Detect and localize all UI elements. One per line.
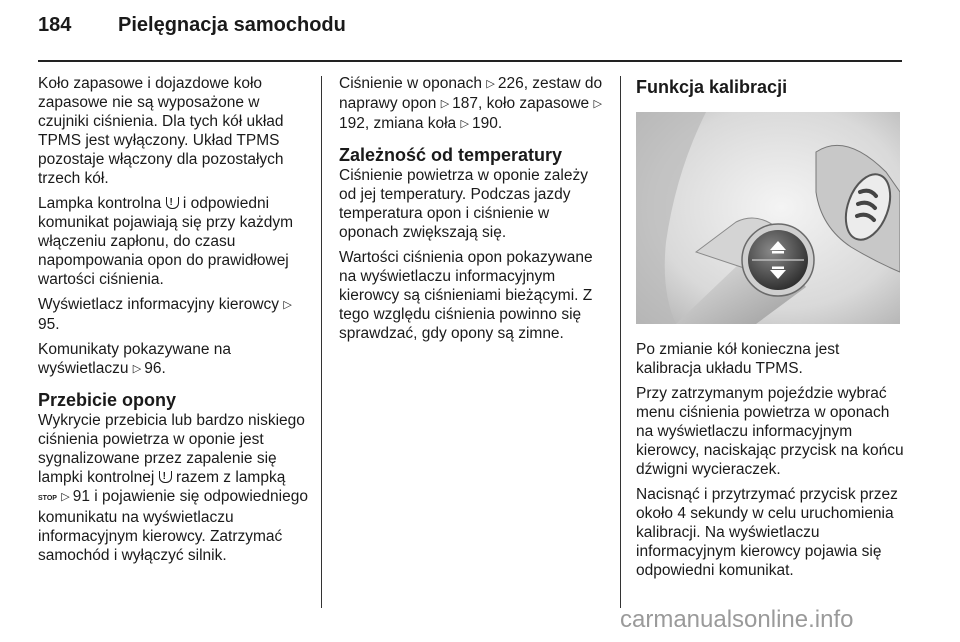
heading-temperature: Zależność od temperatury xyxy=(339,145,563,165)
reference-arrow-icon: ▷ xyxy=(593,98,602,110)
paragraph-driver-info-display xyxy=(38,295,308,334)
tpms-warning-lamp-icon xyxy=(159,471,172,483)
reference-arrow-icon: ▷ xyxy=(61,491,70,503)
paragraph-calibration-required: Po zmianie kół konieczna jest kalibracja układu TPMS. xyxy=(636,341,840,377)
wiper-lever-illustration xyxy=(636,112,900,324)
column-middle xyxy=(339,74,609,349)
page-number: 184 xyxy=(38,14,72,36)
stop-lamp-icon: STOP xyxy=(38,495,57,502)
wiper-lever-button-icon xyxy=(636,112,900,324)
text-fragment: Wyświetlacz informacyjny kierowcy xyxy=(38,296,280,313)
page-reference-link[interactable]: 190. xyxy=(471,115,503,132)
watermark: carmanualsonline.info xyxy=(620,606,854,633)
reference-arrow-icon: ▷ xyxy=(283,299,292,311)
heading-puncture: Przebicie opony xyxy=(38,390,177,410)
text-fragment: Komunikaty pokazywane na wyświetlaczu xyxy=(38,341,232,377)
paragraph-temperature: Ciśnienie powietrza w oponie zależy od jej temperatury. Podczas jazdy temperatura opon i ciśnienie w oponach zwiększają się. xyxy=(339,167,588,241)
heading-calibration: Funkcja kalibracji xyxy=(636,77,788,97)
paragraph-spare-wheel: Koło zapasowe i dojazdowe koło zapasowe nie są wyposażone w czujniki ciśnienia. Dla tych kół układ TPMS jest wyłączony. Układ TPMS pozostaje włączony dla pozostałych trzech kół. xyxy=(38,75,284,187)
reference-arrow-icon: ▷ xyxy=(440,98,450,110)
chapter-title: Pielęgnacja samochodu xyxy=(118,14,346,36)
paragraph-press-hold: Nacisnąć i przytrzymać przycisk przez około 4 sekundy w celu uruchomienia kalibracji. Na wyświetlaczu informacyjnym kierowcy pojawia się odpowiedni komunikat. xyxy=(636,486,898,579)
page-reference-link[interactable]: 226, zestaw do naprawy opon xyxy=(339,75,603,112)
page-reference-link[interactable]: 192, zmiana koła xyxy=(339,115,457,132)
paragraph-control-lamp xyxy=(38,194,308,289)
column-divider xyxy=(620,76,621,608)
column-divider xyxy=(321,76,322,608)
tpms-warning-lamp-icon xyxy=(166,197,179,209)
reference-arrow-icon: ▷ xyxy=(486,78,495,90)
page-reference-link[interactable]: 187, koło zapasowe xyxy=(452,95,590,112)
text-fragment: razem z lampką xyxy=(175,469,286,486)
header-rule xyxy=(38,60,902,62)
paragraph-puncture xyxy=(38,411,308,565)
paragraph-select-menu: Przy zatrzymanym pojeździe wybrać menu ciśnienia powietrza w oponach na wyświetlaczu informacyjnym kierowcy, naciskając przycisk na końcu dźwigni wycieraczek. xyxy=(636,385,904,478)
column-right xyxy=(636,74,904,586)
paragraph-references xyxy=(339,74,609,134)
text-fragment: Ciśnienie w oponach xyxy=(339,75,483,92)
column-left xyxy=(38,74,308,571)
text-fragment: 91 i pojawienie się odpowiedniego komunikatu na wyświetlaczu informacyjnym kierowcy. Zatrzymać samochód i wyłączyć silnik. xyxy=(38,488,308,564)
paragraph-current-pressure: Wartości ciśnienia opon pokazywane na wyświetlaczu informacyjnym kierowcy są ciśnieniami bieżącymi. Z tego względu ciśnienia powinno się sprawdzać, gdy opony są zimne. xyxy=(339,249,593,342)
page-reference-link[interactable]: 95. xyxy=(38,316,60,333)
text-fragment: Wykrycie przebicia lub bardzo niskiego ciśnienia powietrza w oponie jest sygnalizowane przez zapalenie się lampki kontrolnej xyxy=(38,412,305,486)
paragraph-messages xyxy=(38,340,308,379)
text-fragment: Lampka kontrolna xyxy=(38,195,162,212)
reference-arrow-icon: ▷ xyxy=(132,363,142,375)
text-fragment: i odpowiedni komunikat pojawiają się przy każdym włączeniu zapłonu, do czasu napompowania opon do prawidłowej wartości ciśnienia. xyxy=(38,195,293,288)
reference-arrow-icon: ▷ xyxy=(460,118,469,130)
page-reference-link[interactable]: 96. xyxy=(144,360,166,377)
